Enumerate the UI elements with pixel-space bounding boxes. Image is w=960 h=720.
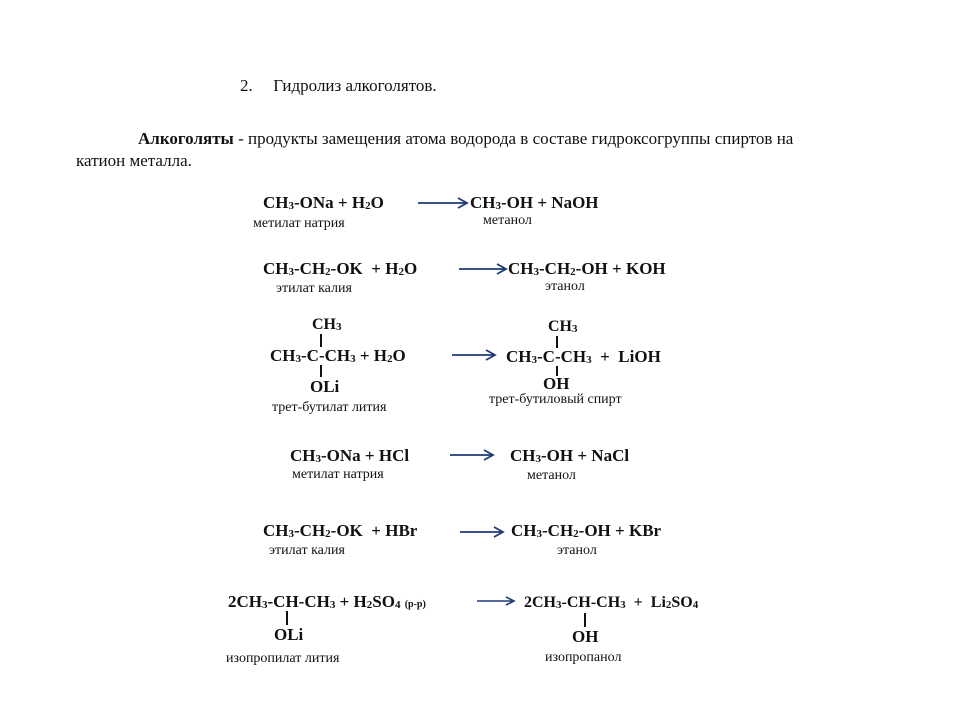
definition-term: Алкоголяты xyxy=(138,129,234,148)
reaction-3-top-methyl: $CH_3$ xyxy=(312,316,342,333)
reaction-1-product-label: метанол xyxy=(483,213,532,228)
reaction-6-product-bond-bottom xyxy=(584,613,586,627)
reaction-3-product-label: трет-бутиловый спирт xyxy=(489,392,622,407)
reaction-1-reactants: $CH_3$-ONa + $H_2O$ xyxy=(263,193,384,212)
reaction-3-products: $CH_3-C-CH_3$ + LiOH xyxy=(506,347,661,366)
reaction-5-reactant-label: этилат калия xyxy=(269,543,345,558)
reaction-6-note: (р-р) xyxy=(404,599,426,610)
reaction-6-product-label: изопропанол xyxy=(545,650,622,665)
reaction-2-arrow-icon xyxy=(459,262,509,276)
reaction-3-bond-bottom xyxy=(320,365,322,377)
reaction-2-reactant-label: этилат калия xyxy=(276,281,352,296)
reaction-3-reactants: $CH_3-C-CH_3 + H_2O$ xyxy=(270,346,406,365)
definition-line-1 xyxy=(138,128,793,150)
reaction-3-olig: OLi xyxy=(310,377,340,396)
reaction-2-reactants: $CH_3-CH_2-OK + H_2O$ xyxy=(263,259,418,278)
reaction-2-product-label: этанол xyxy=(545,279,585,294)
reaction-4-products: $CH_3-OH$ + NaCl xyxy=(510,446,630,465)
reaction-5-product-label: этанол xyxy=(557,543,597,558)
reaction-1-reactant-label: метилат натрия xyxy=(253,216,345,231)
reaction-3-arrow-icon xyxy=(452,348,498,362)
heading-number: 2. xyxy=(240,76,253,95)
reaction-6-products: $2CH_3-CH-CH_3 + Li_2SO_4$ xyxy=(524,594,699,611)
reaction-5-products: $CH_3-CH_2-OH$ + KBr xyxy=(511,521,662,540)
reaction-4-reactant-label: метилат натрия xyxy=(292,467,384,482)
reaction-4-reactants: $CH_3$-ONa + HCl xyxy=(290,446,410,465)
reaction-4-product-label: метанол xyxy=(527,468,576,483)
reaction-6-oli: OLi xyxy=(274,625,304,644)
reaction-4-arrow-icon xyxy=(450,448,496,462)
heading-text: Гидролиз алкоголятов. xyxy=(273,76,437,95)
reaction-5-reactants: $CH_3-CH_2-OK$ + HBr xyxy=(263,521,418,540)
reaction-1-products: $CH_3-OH$ + NaOH xyxy=(470,193,599,212)
reaction-6-reactants: $2CH_3-CH-CH_3 + H_2SO_4$ (р-р) xyxy=(228,592,426,611)
definition-text: - продукты замещения атома водорода в составе гидроксогруппы спиртов на xyxy=(233,129,794,148)
reaction-2-products: $CH_3-CH_2-OH$ + KOH xyxy=(508,259,666,278)
reaction-6-reactant-label: изопропилат лития xyxy=(226,651,340,666)
reaction-6-product-oh: OH xyxy=(572,627,599,646)
section-heading xyxy=(240,76,437,96)
reaction-6-arrow-icon xyxy=(477,595,517,607)
reaction-5-arrow-icon xyxy=(460,525,506,539)
reaction-1-arrow-icon xyxy=(418,196,468,210)
definition-line-2: катион металла. xyxy=(76,151,192,170)
reaction-3-product-top-methyl: $CH_3$ xyxy=(548,318,578,335)
reaction-3-product-oh: OH xyxy=(543,374,570,393)
reaction-3-reactant-label: трет-бутилат лития xyxy=(272,400,387,415)
reaction-6-bond-bottom xyxy=(286,611,288,625)
